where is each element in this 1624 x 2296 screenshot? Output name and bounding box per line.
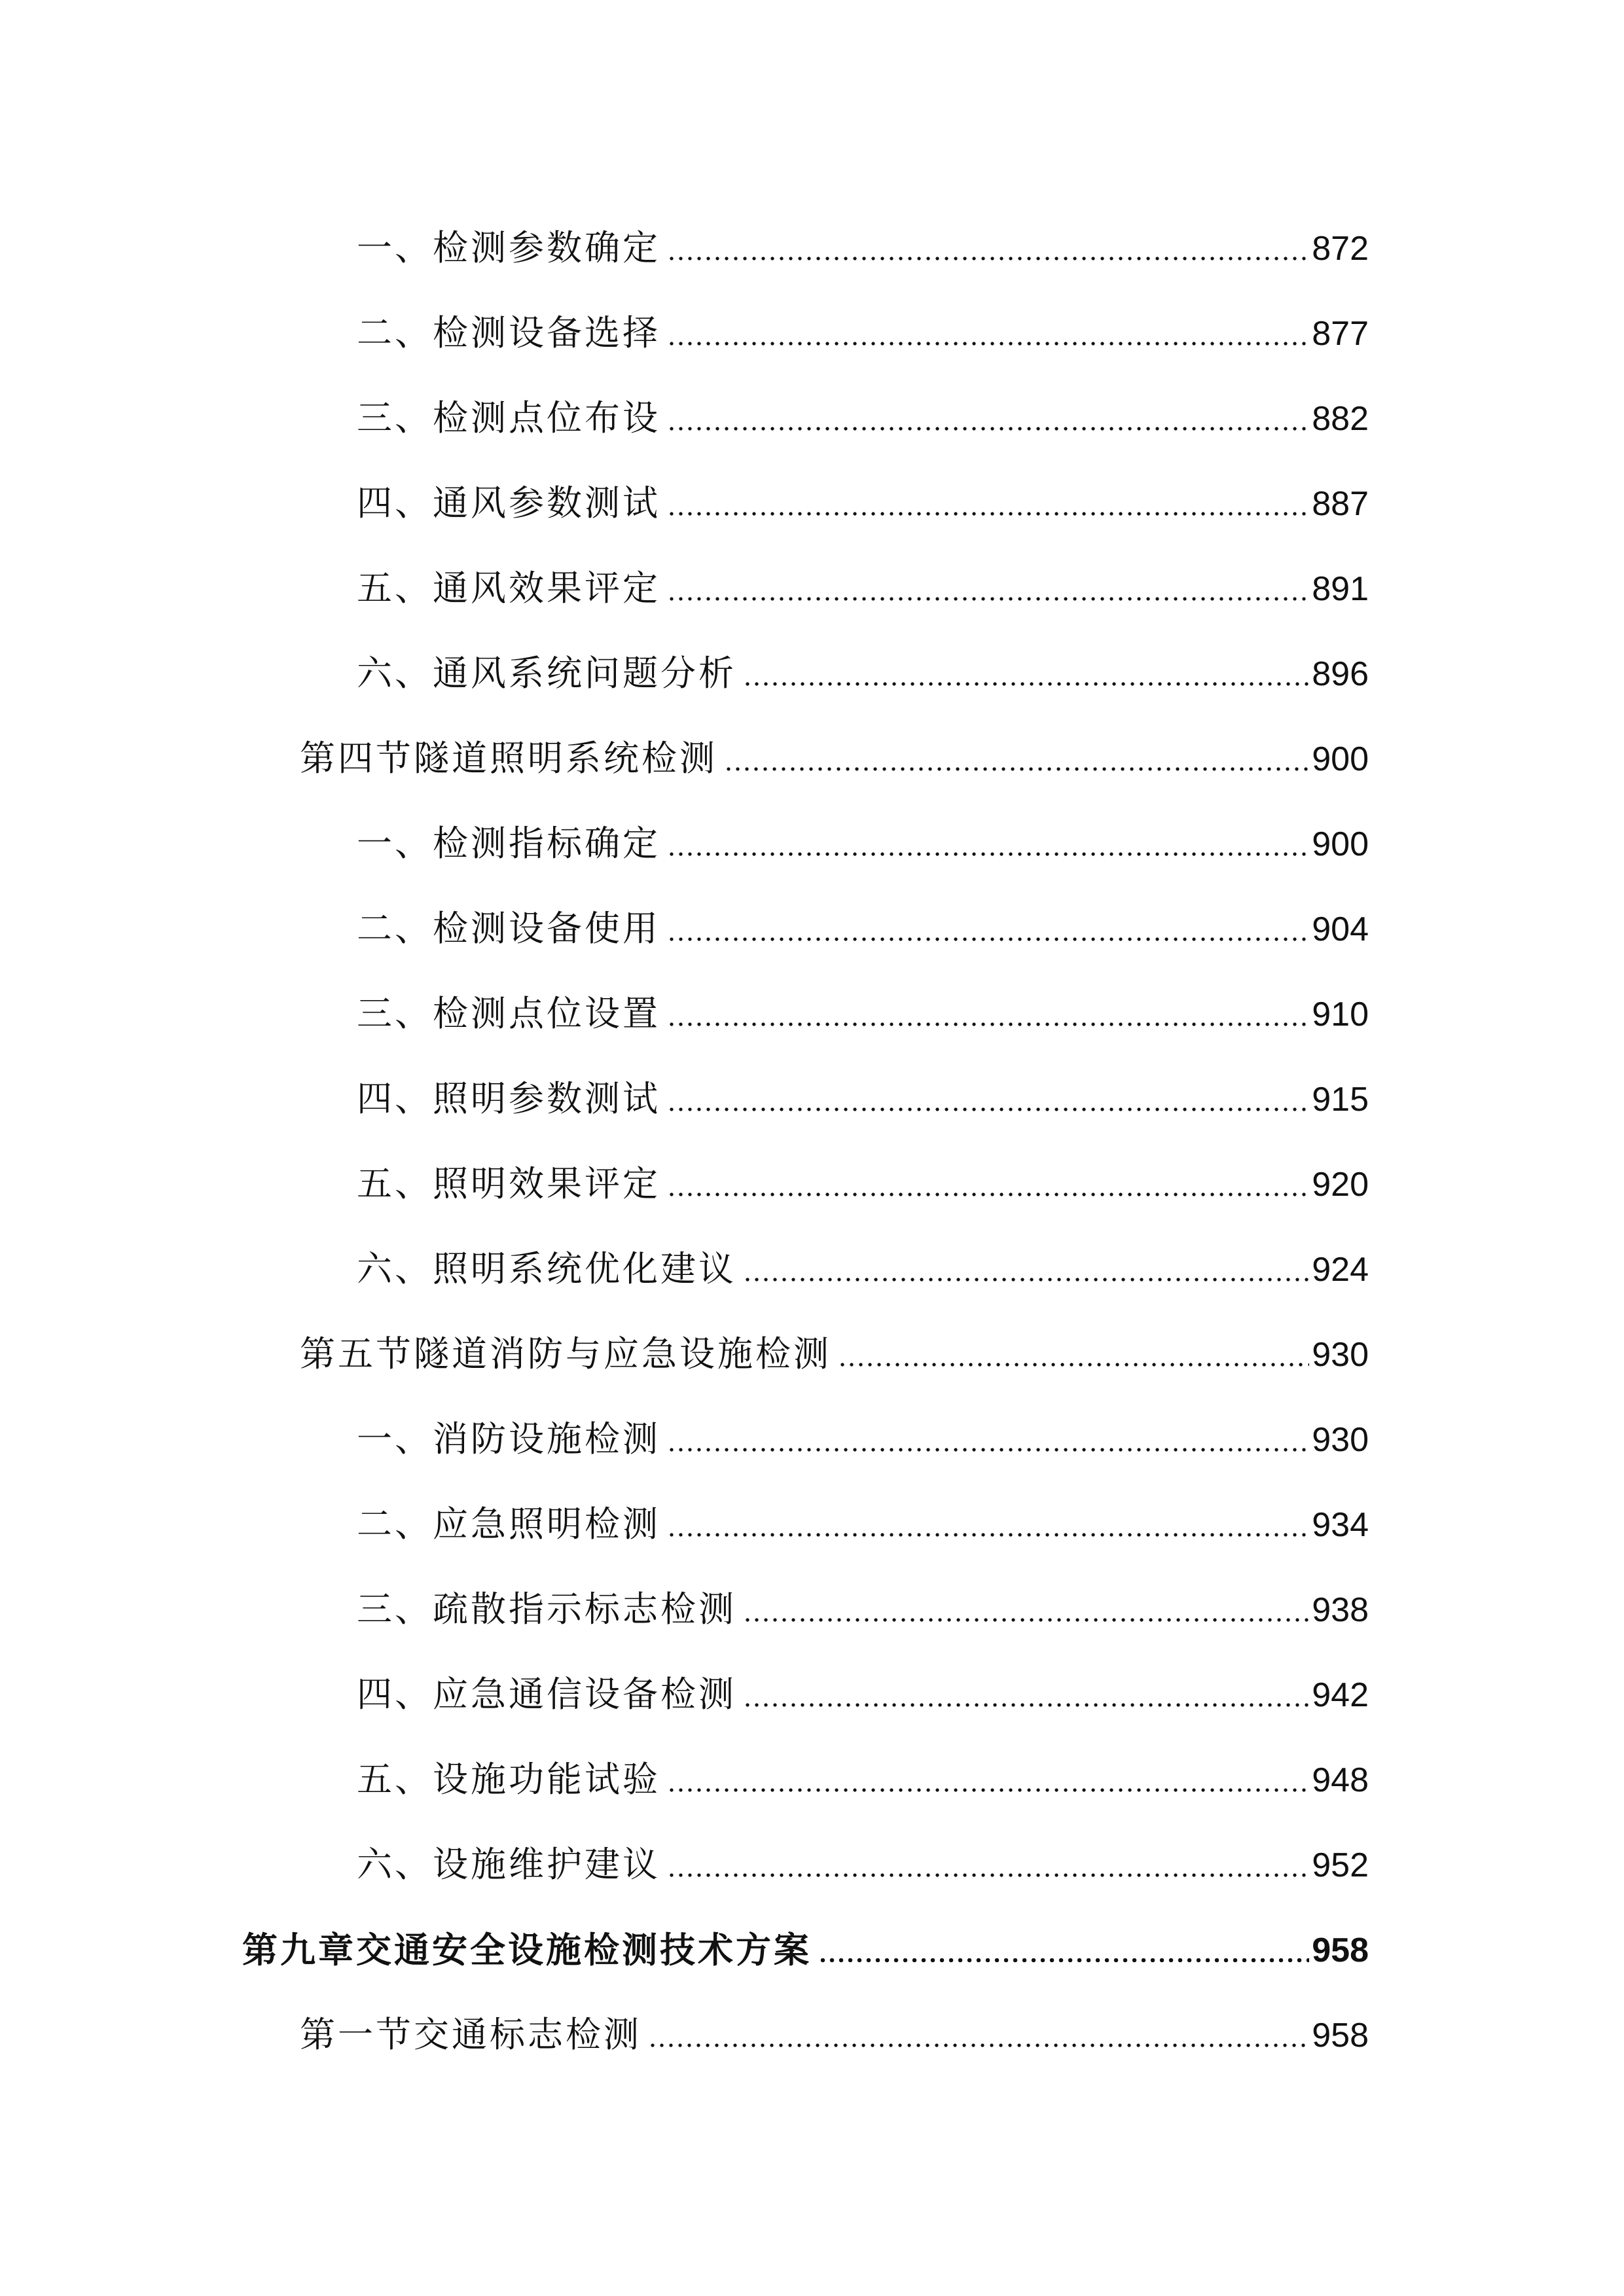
toc-entry-title: 三、疏散指示标志检测: [357, 1588, 736, 1630]
toc-entry-page: 958: [1312, 2017, 1369, 2054]
toc-dot-leader: [667, 1193, 1309, 1196]
toc-entry-page: 904: [1312, 910, 1369, 948]
toc-entry-title: 第四节隧道照明系统检测: [300, 738, 717, 779]
toc-entry-page: 900: [1312, 740, 1369, 778]
toc-entry[interactable]: [357, 207, 1369, 266]
toc-entry-page: 948: [1312, 1761, 1369, 1799]
toc-entry-title: 五、照明效果评定: [357, 1163, 660, 1204]
toc-entry-page: 910: [1312, 996, 1369, 1033]
toc-dot-leader: [667, 1107, 1309, 1111]
toc-entry-title: 四、照明参数测试: [357, 1078, 660, 1119]
toc-entry-page: 915: [1312, 1081, 1369, 1119]
toc-entry[interactable]: [357, 973, 1369, 1034]
toc-dot-leader: [667, 512, 1309, 516]
toc-entry-title: 三、检测点位设置: [357, 993, 660, 1034]
toc-entry-page: 924: [1312, 1251, 1369, 1289]
toc-section-entry[interactable]: [300, 717, 1369, 779]
toc-entry-title: 三、检测点位布设: [357, 397, 660, 439]
toc-dot-leader: [818, 1958, 1309, 1962]
toc-entry[interactable]: [357, 802, 1369, 864]
toc-entry-title: 二、检测设备使用: [357, 908, 660, 949]
toc-entry[interactable]: [357, 292, 1369, 351]
toc-dot-leader: [838, 1363, 1309, 1367]
toc-entry[interactable]: [357, 1058, 1369, 1117]
toc-dot-leader: [667, 1533, 1309, 1537]
toc-entry[interactable]: [357, 1483, 1369, 1545]
toc-entry[interactable]: [357, 1823, 1369, 1885]
toc-entry-page: 952: [1312, 1846, 1369, 1884]
toc-entry-page: 872: [1312, 230, 1369, 268]
toc-dot-leader: [743, 1278, 1309, 1282]
toc-entry-title: 四、通风参数测试: [357, 482, 660, 524]
toc-entry-title: 六、照明系统优化建议: [357, 1248, 736, 1289]
toc-dot-leader: [667, 342, 1309, 346]
toc-entry-page: 900: [1312, 825, 1369, 863]
toc-entry[interactable]: [357, 1738, 1369, 1800]
toc-entry-title: 第九章交通安全设施检测技术方案: [242, 1929, 812, 1971]
toc-entry-title: 一、消防设施检测: [357, 1418, 660, 1460]
toc-dot-leader: [667, 1448, 1309, 1452]
toc-entry-title: 六、通风系统问题分析: [357, 653, 736, 694]
toc-entry-page: 891: [1312, 570, 1369, 608]
toc-entry[interactable]: [357, 1653, 1369, 1715]
toc-dot-leader: [743, 682, 1309, 686]
toc-entry-title: 五、通风效果评定: [357, 567, 660, 609]
toc-entry-page: 958: [1312, 1931, 1369, 1969]
toc-entry-page: 920: [1312, 1166, 1369, 1204]
toc-entry-title: 六、设施维护建议: [357, 1844, 660, 1885]
toc-entry-title: 第一节交通标志检测: [300, 2014, 641, 2055]
toc-entry-page: 938: [1312, 1591, 1369, 1629]
toc-entry-title: 一、检测参数确定: [357, 227, 660, 268]
toc-dot-leader: [667, 1873, 1309, 1877]
toc-dot-leader: [667, 257, 1309, 260]
toc-entry[interactable]: [357, 1398, 1369, 1460]
toc-entry-title: 五、设施功能试验: [357, 1759, 660, 1800]
toc-entry-title: 二、检测设备选择: [357, 312, 660, 353]
toc-section-entry[interactable]: [300, 1994, 1369, 2053]
toc-dot-leader: [667, 597, 1309, 601]
toc-dot-leader: [667, 1022, 1309, 1026]
toc-entry-page: 882: [1312, 400, 1369, 438]
toc-entry-page: 930: [1312, 1336, 1369, 1374]
toc-entry-page: 934: [1312, 1506, 1369, 1544]
toc-entry-title: 一、检测指标确定: [357, 823, 660, 864]
toc-entry[interactable]: [357, 377, 1369, 439]
toc-entry-title: 四、应急通信设备检测: [357, 1674, 736, 1715]
toc-entry-page: 887: [1312, 485, 1369, 523]
toc-entry-page: 896: [1312, 655, 1369, 693]
toc-entry[interactable]: [357, 547, 1369, 609]
toc-entry[interactable]: [357, 1228, 1369, 1287]
toc-dot-leader: [743, 1703, 1309, 1707]
toc-entry[interactable]: [357, 462, 1369, 524]
toc-entry[interactable]: [357, 888, 1369, 949]
toc-entry-title: 第五节隧道消防与应急设施检测: [300, 1333, 831, 1374]
toc-dot-leader: [667, 852, 1309, 856]
toc-entry-title: 二、应急照明检测: [357, 1503, 660, 1545]
toc-chapter-entry[interactable]: [242, 1909, 1369, 1971]
toc-entry[interactable]: [357, 632, 1369, 694]
toc-dot-leader: [743, 1618, 1309, 1622]
toc-section-entry[interactable]: [300, 1313, 1369, 1372]
toc-entry-page: 942: [1312, 1676, 1369, 1714]
toc-dot-leader: [667, 427, 1309, 431]
toc-dot-leader: [648, 2043, 1309, 2047]
toc-dot-leader: [667, 937, 1309, 941]
toc-entry[interactable]: [357, 1143, 1369, 1202]
toc-entry-page: 930: [1312, 1421, 1369, 1459]
toc-dot-leader: [724, 767, 1309, 771]
toc-dot-leader: [667, 1788, 1309, 1792]
toc-entry-page: 877: [1312, 315, 1369, 353]
toc-entry[interactable]: [357, 1568, 1369, 1630]
